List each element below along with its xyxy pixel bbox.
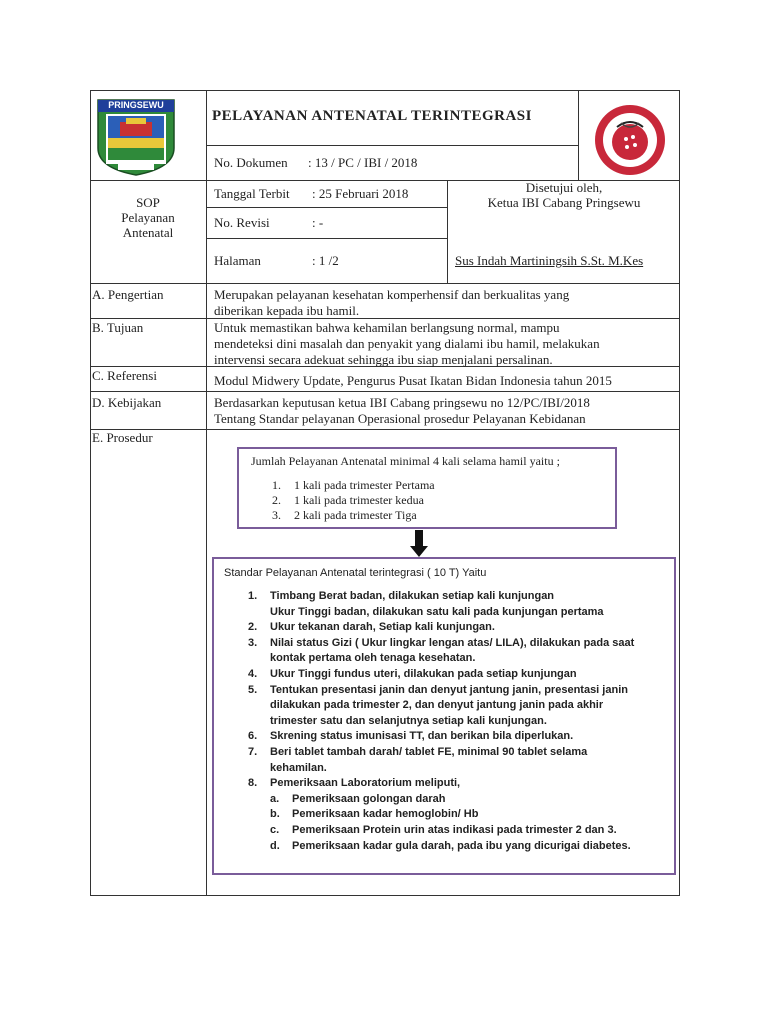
section-c-text: Modul Midwery Update, Pengurus Pusat Ikatan Bidan Indonesia tahun 2015 — [214, 373, 612, 388]
halaman-value: : 1 /2 — [312, 253, 339, 268]
down-arrow-icon — [409, 530, 429, 558]
list-item-cont: kehamilan. — [270, 761, 327, 774]
pringsewu-logo-text: PRINGSEWU — [108, 100, 164, 110]
revisi-label: No. Revisi — [214, 215, 270, 230]
section-b-line-3: intervensi secara adekuat sehingga ibu siap menjalani persalinan. — [214, 352, 553, 367]
section-a-text — [214, 287, 569, 319]
sop-line-2: Pelayanan — [121, 210, 175, 225]
section-b-label: B. Tujuan — [92, 320, 144, 335]
section-d-line-2: Tentang Standar pelayanan Operasional prosedur Pelayanan Kebidanan — [214, 411, 586, 426]
sub-list-item: a. Pemeriksaan golongan darah — [270, 792, 446, 805]
list-item: 5. Tentukan presentasi janin dan denyut jantung janin, presentasi janin — [248, 683, 628, 696]
section-b-text — [214, 320, 600, 368]
ibi-logo — [593, 103, 667, 177]
section-a-label: A. Pengertian — [92, 287, 164, 302]
list-item: 2. 1 kali pada trimester kedua — [272, 493, 424, 507]
antenatal-frequency-box — [237, 447, 617, 529]
list-item: 3. Nilai status Gizi ( Ukur lingkar lengan atas/ LILA), dilakukan pada saat — [248, 636, 635, 649]
section-d-label: D. Kebijakan — [92, 395, 162, 410]
list-item: 6. Skrening status imunisasi TT, dan berikan bila diperlukan. — [248, 730, 574, 743]
sub-list-item: d. Pemeriksaan kadar gula darah, pada ibu yang dicurigai diabetes. — [270, 839, 631, 852]
sub-list-item: c. Pemeriksaan Protein urin atas indikasi pada trimester 2 dan 3. — [270, 823, 617, 836]
section-b-line-2: mendeteksi dini masalah dan penyakit yang dialami ibu hamil, melakukan — [214, 336, 600, 351]
box1-heading: Jumlah Pelayanan Antenatal minimal 4 kali selama hamil yaitu ; — [251, 454, 560, 468]
list-item: 3. 2 kali pada trimester Tiga — [272, 508, 417, 522]
list-item: 2. Ukur tekanan darah, Setiap kali kunjungan. — [248, 621, 495, 634]
list-item: 8. Pemeriksaan Laboratorium meliputi, — [248, 777, 461, 790]
section-d-text — [214, 395, 590, 427]
list-item-cont: kontak pertama oleh tenaga kesehatan. — [270, 652, 476, 665]
section-e-label: E. Prosedur — [92, 430, 153, 445]
list-item-cont: dilakukan pada trimester 2, dan denyut jantung janin pada akhir — [270, 699, 604, 712]
dokumen-label: No. Dokumen — [214, 155, 288, 170]
list-item: 7. Beri tablet tambah darah/ tablet FE, minimal 90 tablet selama — [248, 745, 588, 758]
box1-list — [272, 478, 435, 523]
list-item: 4. Ukur Tinggi fundus uteri, dilakukan pada setiap kunjungan — [248, 667, 577, 680]
list-item-cont: trimester satu dan selanjutnya setiap kali kunjungan. — [270, 714, 547, 727]
section-c-label: C. Referensi — [92, 368, 157, 383]
sop-line-1: SOP — [136, 195, 160, 210]
box2-heading: Standar Pelayanan Antenatal terintegrasi ( 10 T) Yaitu — [224, 567, 487, 579]
sop-label — [92, 195, 204, 240]
approved-line-2: Ketua IBI Cabang Pringsewu — [487, 195, 641, 210]
sop-line-3: Antenatal — [122, 225, 174, 240]
pringsewu-logo — [96, 98, 176, 176]
section-a-line-1: Merupakan pelayanan kesehatan komperhensif dan berkualitas yang — [214, 287, 570, 302]
tanggal-value: : 25 Februari 2018 — [312, 186, 409, 201]
sub-list-item: b. Pemeriksaan kadar hemoglobin/ Hb — [270, 808, 479, 821]
section-b-line-1: Untuk memastikan bahwa kehamilan berlangsung normal, mampu — [214, 320, 560, 335]
revisi-value: : - — [312, 215, 324, 230]
document-title: PELAYANAN ANTENATAL TERINTEGRASI — [212, 108, 532, 124]
section-d-line-1: Berdasarkan keputusan ketua IBI Cabang pringsewu no 12/PC/IBI/2018 — [214, 395, 590, 410]
tanggal-label: Tanggal Terbit — [214, 186, 290, 201]
list-item: 1. Timbang Berat badan, dilakukan setiap kali kunjungan — [248, 590, 555, 602]
section-a-line-2: diberikan kepada ibu hamil. — [214, 303, 360, 318]
box2-list — [248, 589, 634, 854]
list-item: 1. 1 kali pada trimester Pertama — [272, 478, 435, 492]
dokumen-value: : 13 / PC / IBI / 2018 — [308, 155, 418, 170]
halaman-label: Halaman — [214, 253, 261, 268]
standard-10t-box — [212, 557, 676, 875]
approval-block — [450, 180, 678, 210]
list-item-cont: Ukur Tinggi badan, dilakukan satu kali pada kunjungan pertama — [270, 605, 604, 618]
signer-name: Sus Indah Martiningsih S.St. M.Kes — [455, 253, 644, 268]
approved-line-1: Disetujui oleh, — [525, 180, 603, 195]
